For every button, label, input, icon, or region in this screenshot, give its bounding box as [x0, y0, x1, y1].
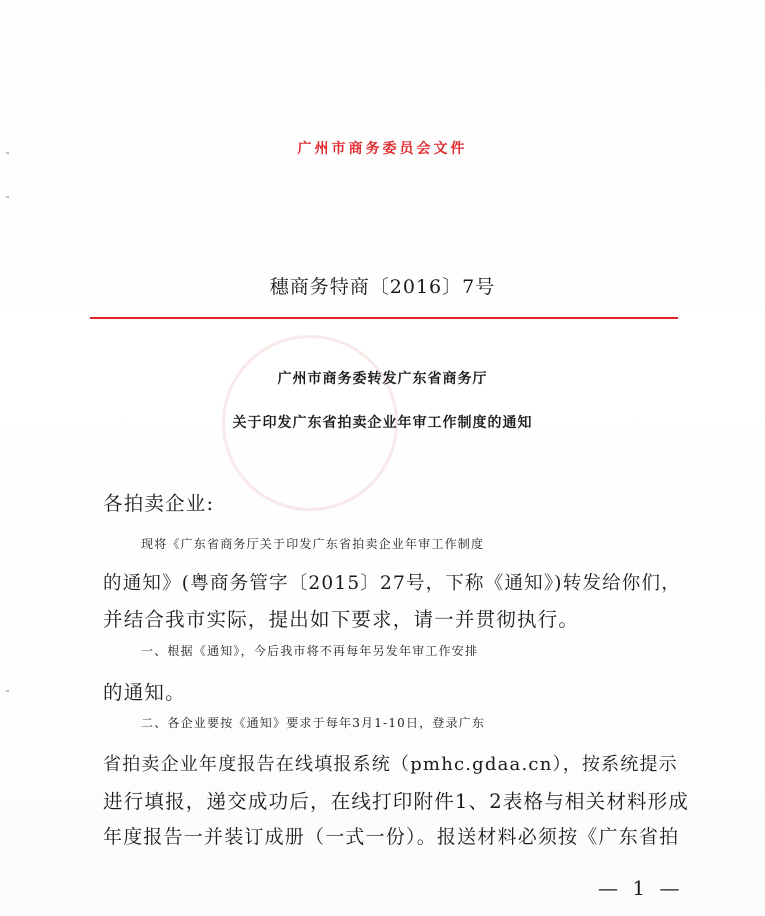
- body-line: 并结合我市实际，提出如下要求，请一并贯彻执行。: [103, 608, 580, 631]
- body-line: 年度报告一并装订成册（一式一份）。报送材料必须按《广东省拍: [103, 826, 680, 848]
- body-line: 二、各企业要按《通知》要求于每年3月1-10日，登录广东: [141, 716, 486, 730]
- page-number: — 1 —: [598, 876, 684, 900]
- body-line: 一、根据《通知》，今后我市将不再每年另发年审工作安排: [141, 644, 479, 658]
- red-divider-line: [90, 317, 678, 319]
- document-header-title: 广州市商务委员会文件: [297, 141, 468, 157]
- edge-mark: [6, 196, 9, 198]
- salutation: 各拍卖企业:: [103, 492, 215, 515]
- edge-mark: [6, 690, 9, 692]
- body-line: 现将《广东省商务厅关于印发广东省拍卖企业年审工作制度: [141, 537, 485, 551]
- notice-title-line-1: 广州市商务委转发广东省商务厅: [277, 371, 488, 387]
- body-line: 进行填报，递交成功后，在线打印附件1、2表格与相关材料形成: [103, 790, 690, 813]
- body-line: 的通知》(粤商务管字〔2015〕27号，下称《通知》)转发给你们，: [103, 573, 681, 594]
- body-line: 的通知。: [103, 681, 186, 704]
- body-line: 省拍卖企业年度报告在线填报系统（pmhc.gdaa.cn），按系统提示: [103, 754, 678, 775]
- notice-title-line-2: 关于印发广东省拍卖企业年审工作制度的通知: [232, 415, 533, 431]
- document-number: 穗商务特商〔2016〕7号: [269, 276, 496, 298]
